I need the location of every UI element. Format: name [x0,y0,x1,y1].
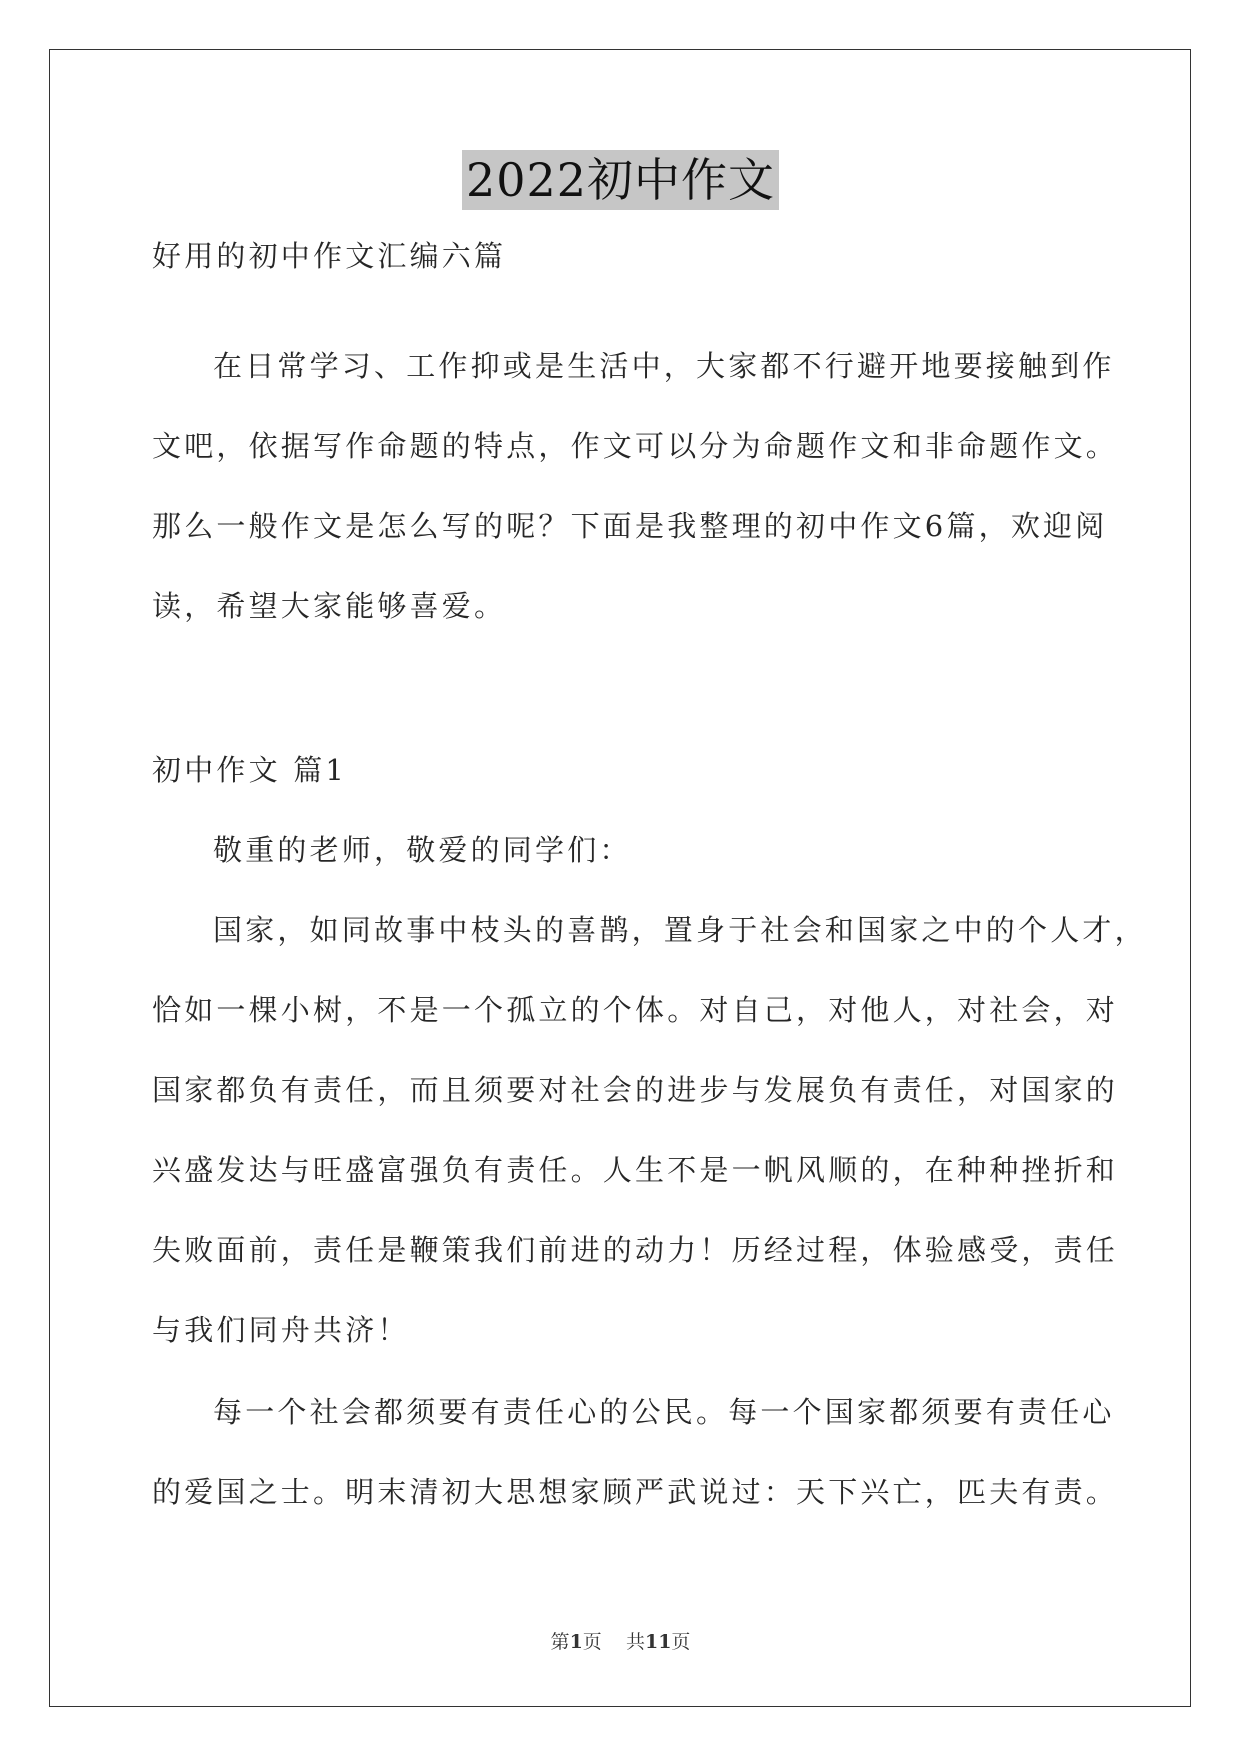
paragraph-line: 失败面前，责任是鞭策我们前进的动力！历经过程，体验感受，责任 [152,1233,1119,1267]
footer-page-prefix: 第 [550,1631,570,1653]
footer-page-suffix: 页 [671,1631,691,1653]
page-footer [0,1627,1241,1654]
paragraph-line: 恰如一棵小树，不是一个孤立的个体。对自己，对他人，对社会，对 [152,993,1119,1027]
intro-line: 在日常学习、工作抑或是生活中，大家都不行避开地要接触到作 [213,349,1115,383]
document-subtitle: 好用的初中作文汇编六篇 [152,239,507,273]
paragraph-line: 的爱国之士。明末清初大思想家顾严武说过：天下兴亡，匹夫有责。 [152,1475,1119,1509]
document-title: 2022初中作文 [462,150,779,210]
paragraph-line: 每一个社会都须要有责任心的公民。每一个国家都须要有责任心 [213,1395,1115,1429]
intro-line: 读，希望大家能够喜爱。 [152,589,507,623]
salutation: 敬重的老师，敬爱的同学们： [213,833,632,867]
footer-page-mid: 页 共 [582,1631,645,1653]
paragraph-line: 兴盛发达与旺盛富强负有责任。人生不是一帆风顺的，在种种挫折和 [152,1153,1119,1187]
section-heading: 初中作文 篇1 [152,753,348,787]
page-border [49,49,1191,1707]
paragraph-line: 与我们同舟共济！ [152,1313,410,1347]
intro-line: 文吧，依据写作命题的特点，作文可以分为命题作文和非命题作文。 [152,429,1119,463]
intro-line: 那么一般作文是怎么写的呢？下面是我整理的初中作文6篇，欢迎阅 [152,509,1108,543]
paragraph-line: 国家都负有责任，而且须要对社会的进步与发展负有责任，对国家的 [152,1073,1119,1107]
footer-page-total: 11 [644,1631,672,1653]
title-container [0,150,1241,210]
footer-page-current: 1 [569,1631,583,1653]
paragraph-line: 国家，如同故事中枝头的喜鹊，置身于社会和国家之中的个人才， [213,913,1147,947]
